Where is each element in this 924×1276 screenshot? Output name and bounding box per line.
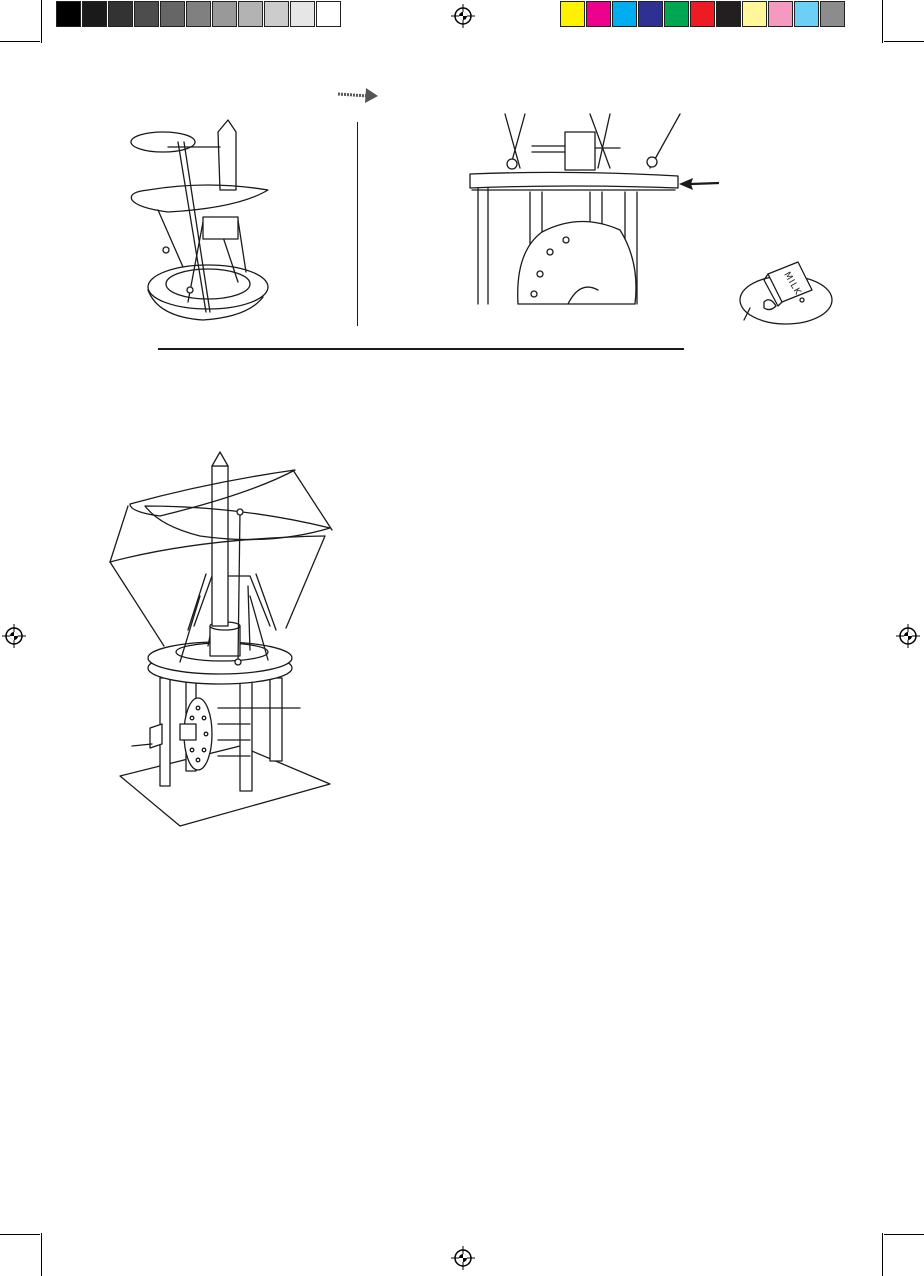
grayscale-swatch xyxy=(316,1,341,27)
crop-mark-top-left-v xyxy=(41,0,42,43)
grayscale-swatch xyxy=(264,1,289,27)
grayscale-swatch xyxy=(290,1,315,27)
process-color-swatch xyxy=(716,1,741,27)
platform-detail-illustration xyxy=(470,112,685,308)
crop-mark-bottom-right-h xyxy=(884,1234,924,1235)
grayscale-swatch xyxy=(108,1,133,27)
process-color-swatch xyxy=(560,1,585,27)
registration-mark-icon xyxy=(2,624,26,648)
milk-label: MILK xyxy=(781,270,803,298)
crop-mark-top-right-h xyxy=(884,41,924,42)
process-color-swatch xyxy=(768,1,793,27)
process-color-swatch xyxy=(586,1,611,27)
crop-mark-bottom-right-v xyxy=(882,1233,883,1276)
rotor-disc-illustration xyxy=(128,112,278,322)
vertical-divider xyxy=(357,122,358,326)
process-color-bar xyxy=(560,1,846,29)
process-color-swatch xyxy=(664,1,689,27)
crop-mark-top-right-v xyxy=(882,0,883,43)
spilled-milk-illustration xyxy=(736,260,836,330)
grayscale-swatch xyxy=(134,1,159,27)
process-color-swatch xyxy=(690,1,715,27)
grayscale-swatch xyxy=(212,1,237,27)
process-color-swatch xyxy=(794,1,819,27)
arrow-icon xyxy=(679,176,721,192)
grayscale-swatch xyxy=(186,1,211,27)
process-color-swatch xyxy=(638,1,663,27)
horizontal-rule xyxy=(158,348,684,350)
grayscale-swatch xyxy=(238,1,263,27)
crop-mark-top-left-h xyxy=(0,41,40,42)
grayscale-swatch xyxy=(160,1,185,27)
registration-mark-icon xyxy=(896,624,920,648)
process-color-swatch xyxy=(612,1,637,27)
process-color-swatch xyxy=(742,1,767,27)
helicopter-model-illustration xyxy=(100,446,340,830)
arrow-icon xyxy=(338,86,380,106)
crop-mark-bottom-left-v xyxy=(41,1233,42,1276)
crop-mark-bottom-left-h xyxy=(0,1234,40,1235)
registration-mark-icon xyxy=(451,4,475,28)
grayscale-swatch xyxy=(82,1,107,27)
grayscale-color-bar xyxy=(56,1,342,29)
grayscale-swatch xyxy=(56,1,81,27)
registration-mark-icon xyxy=(451,1246,475,1270)
process-color-swatch xyxy=(820,1,845,27)
